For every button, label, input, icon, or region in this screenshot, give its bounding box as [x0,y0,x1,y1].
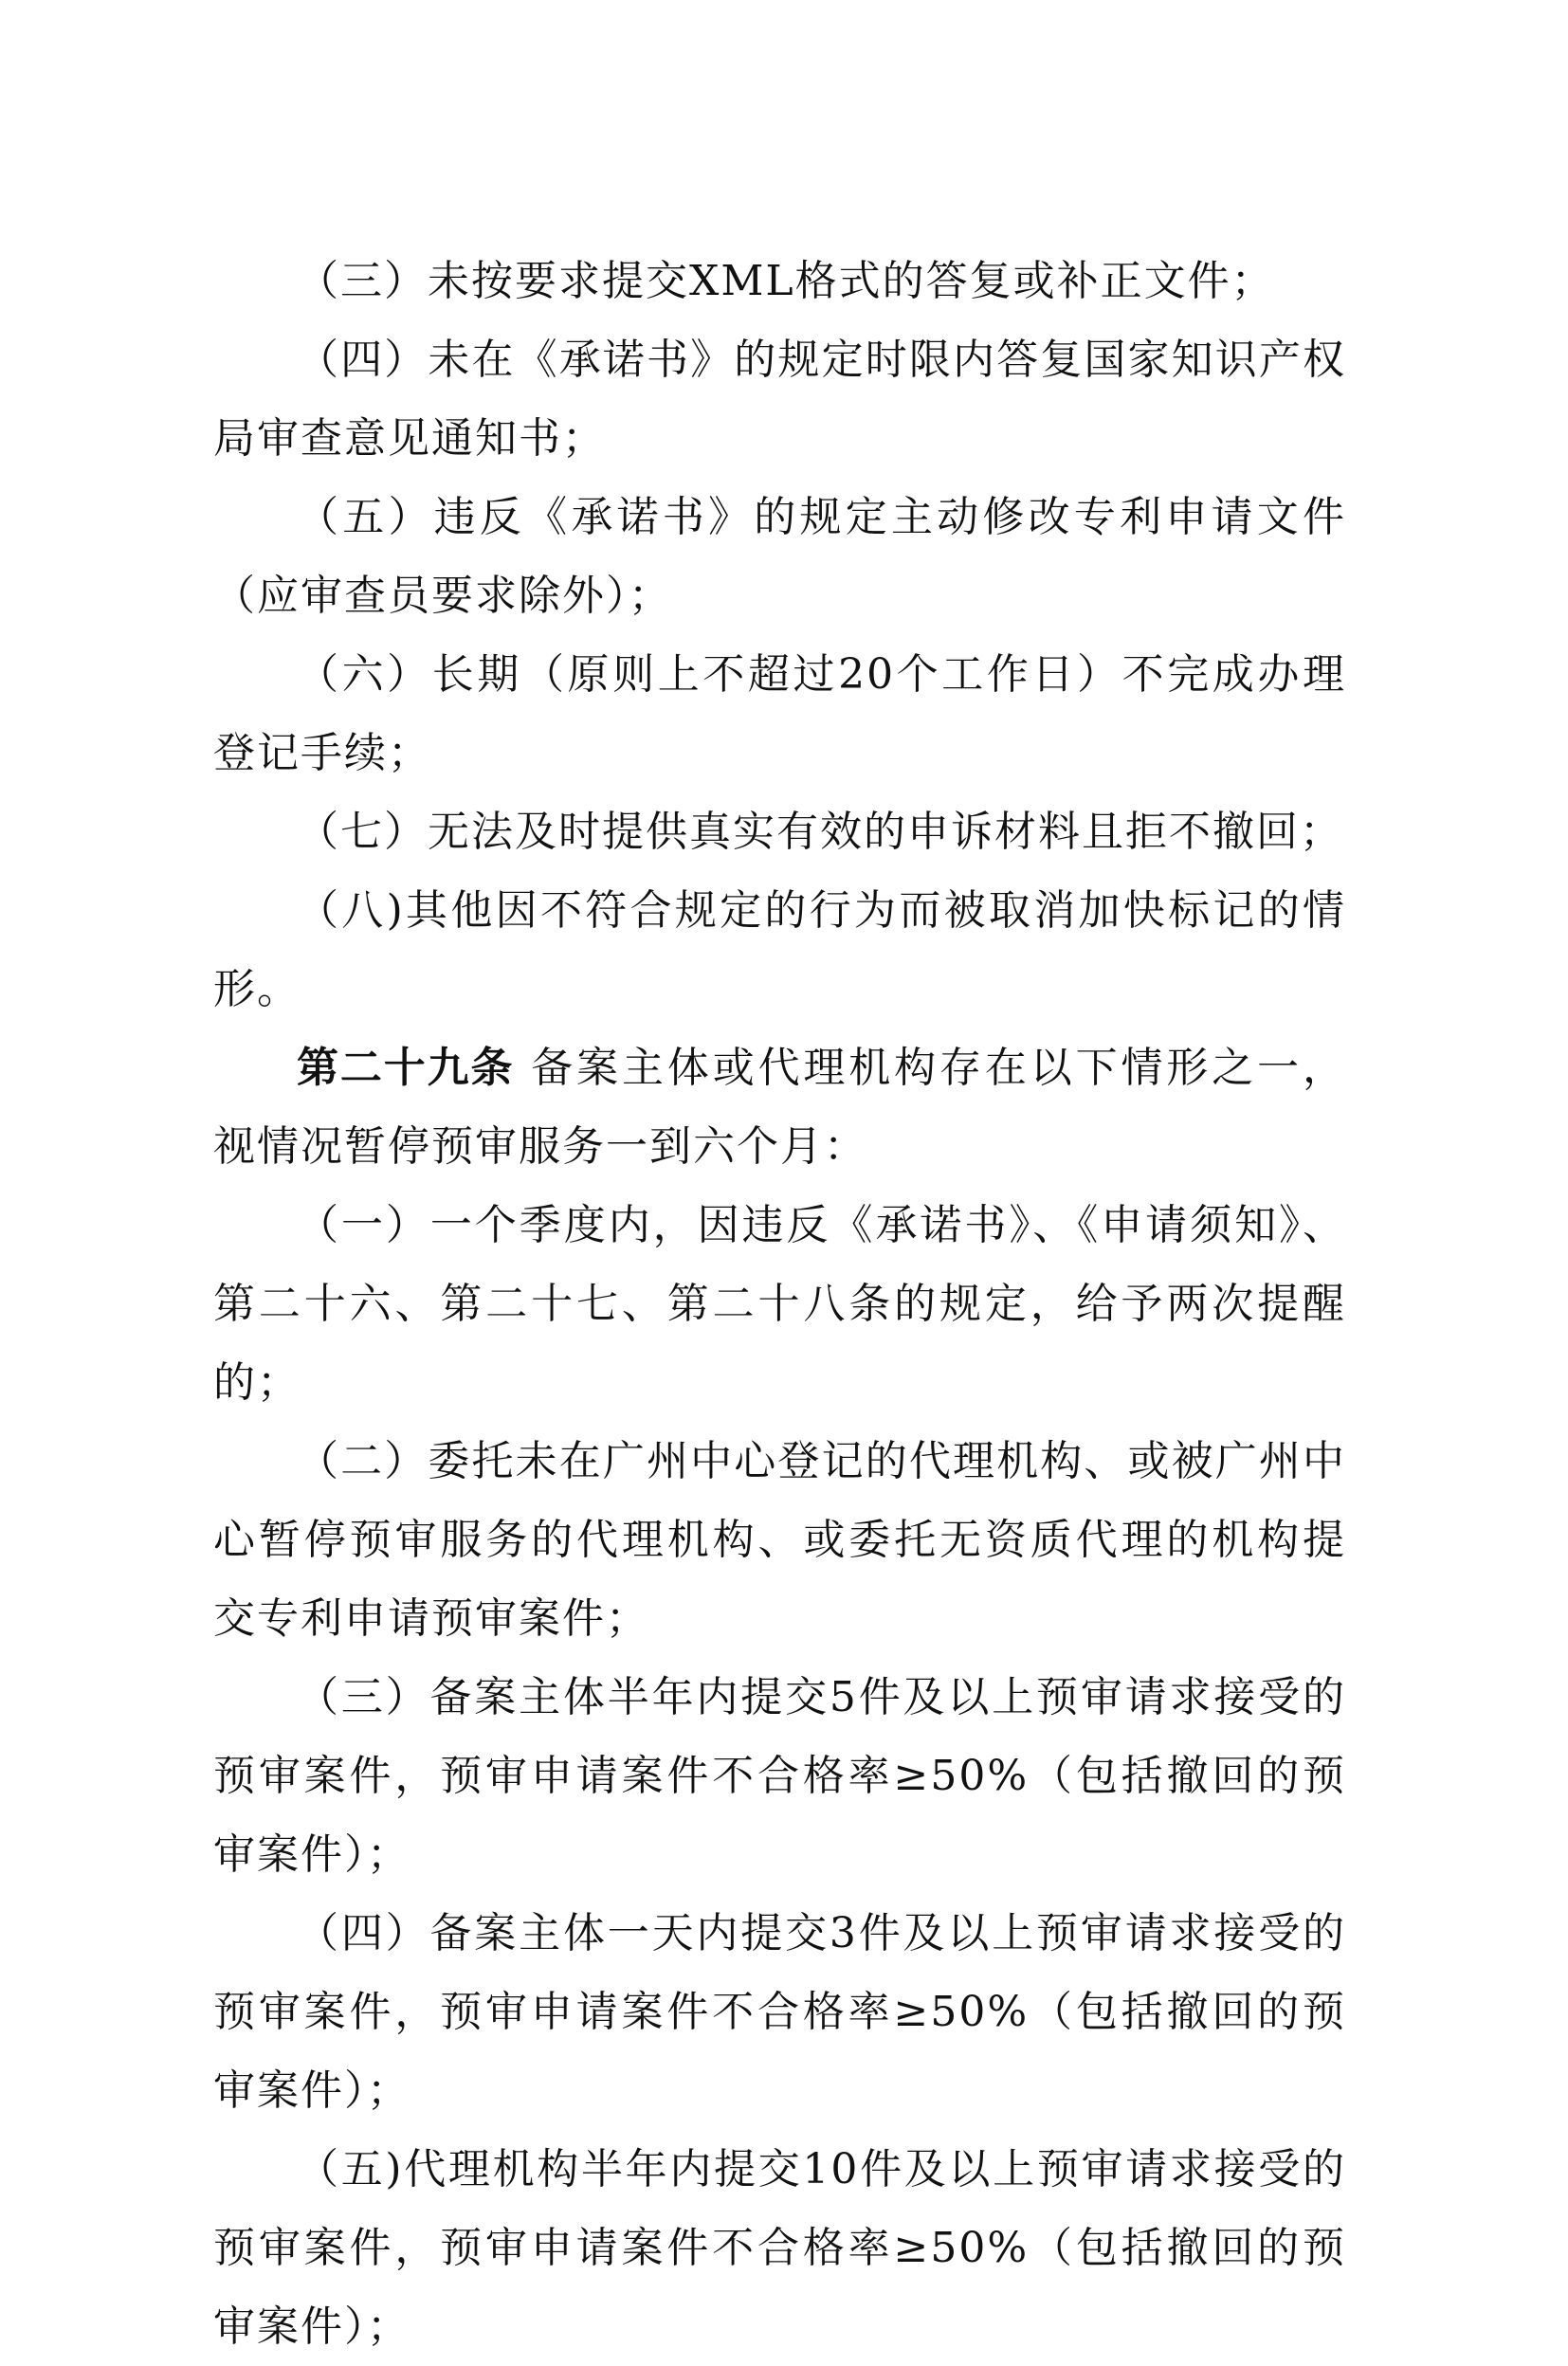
article-29-item-3 [213,1658,1346,1894]
paragraph-item-8 [213,871,1346,1028]
paragraph-item-7 [213,792,1346,871]
paragraph-text: （三）未按要求提交XML格式的答复或补正文件； [297,257,1275,305]
article-29-paragraph [213,1028,1346,1186]
paragraph-item-6 [213,635,1346,792]
article-29-item-4 [213,1894,1346,2130]
paragraph-text: （五)代理机构半年内提交10件及以上预审请求接受的预审案件，预审申请案件不合格率≥50%（包括撤回的预审案件）； [213,2145,1346,2351]
paragraph-text: （五）违反《承诺书》的规定主动修改专利申请文件（应审查员要求除外）； [213,493,1346,620]
document-body [213,242,1346,2366]
paragraph-text: （四）备案主体一天内提交3件及以上预审请求接受的预审案件，预审申请案件不合格率≥50%（包括撤回的预审案件）； [213,1909,1346,2115]
article-title: 第二十九条 [297,1044,515,1092]
paragraph-item-5 [213,478,1346,635]
paragraph-text: （二）委托未在广州中心登记的代理机构、或被广州中心暂停预审服务的代理机构、或委托无资质代理的机构提交专利申请预审案件； [213,1437,1346,1643]
paragraph-text: （七）无法及时提供真实有效的申诉材料且拒不撤回； [297,808,1343,856]
paragraph-text: （八)其他因不符合规定的行为而被取消加快标记的情形。 [213,886,1346,1013]
paragraph-text: （一）一个季度内，因违反《承诺书》、《申请须知》、第二十六、第二十七、第二十八条的规定，给予两次提醒的； [213,1201,1346,1407]
article-29-item-5 [213,2130,1346,2366]
article-29-item-1 [213,1186,1346,1422]
paragraph-text: （三）备案主体半年内提交5件及以上预审请求接受的预审案件，预审申请案件不合格率≥50%（包括撤回的预审案件）； [213,1673,1346,1879]
paragraph-item-4 [213,320,1346,478]
paragraph-item-3 [213,242,1346,320]
paragraph-text: （六）长期（原则上不超过20个工作日）不完成办理登记手续； [213,650,1346,777]
article-29-item-2 [213,1422,1346,1658]
paragraph-text: （四）未在《承诺书》的规定时限内答复国家知识产权局审查意见通知书； [213,336,1346,463]
paragraph-text: 备案主体或代理机构存在以下情形之一，视情况暂停预审服务一到六个月： [213,1044,1346,1171]
